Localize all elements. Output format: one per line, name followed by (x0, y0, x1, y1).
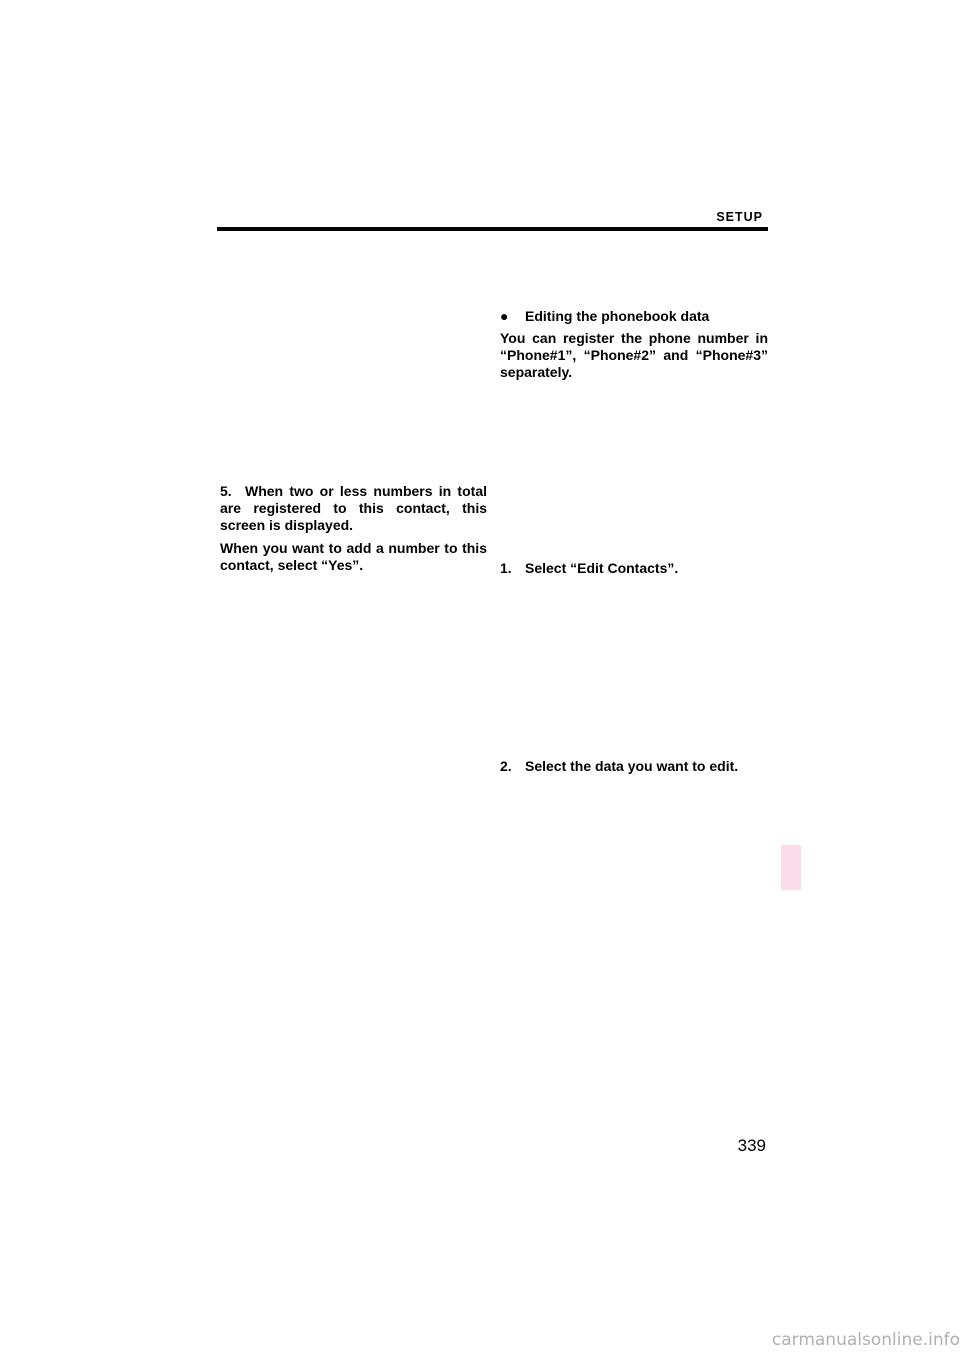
watermark: carmanualsonline.info (771, 1330, 960, 1350)
step-2-paragraph (500, 758, 768, 775)
intro-paragraph: You can register the phone number in “Phone#1”, “Phone#2” and “Phone#3” separately. (500, 330, 768, 380)
bullet-icon: ● (500, 308, 509, 324)
step-2-text: Select the data you want to edit. (525, 758, 739, 774)
section-heading-text: Editing the phonebook data (525, 308, 710, 324)
step-1-number: 1. (500, 560, 512, 576)
step-5-paragraph (220, 483, 487, 534)
section-header-title: SETUP (716, 210, 763, 224)
page-number: 339 (737, 1136, 766, 1155)
header-rule (217, 227, 768, 231)
section-heading (500, 308, 709, 325)
step-1-text: Select “Edit Contacts”. (525, 560, 679, 576)
step-2-number: 2. (500, 758, 512, 774)
chapter-side-tab (781, 845, 801, 890)
step-5-number: 5. (220, 483, 232, 499)
step-5-followup: When you want to add a number to this contact, select “Yes”. (220, 540, 487, 573)
step-5-text: When two or less numbers in total are registered to this contact, this screen is displayed. (220, 483, 487, 533)
step-1-paragraph (500, 560, 768, 577)
